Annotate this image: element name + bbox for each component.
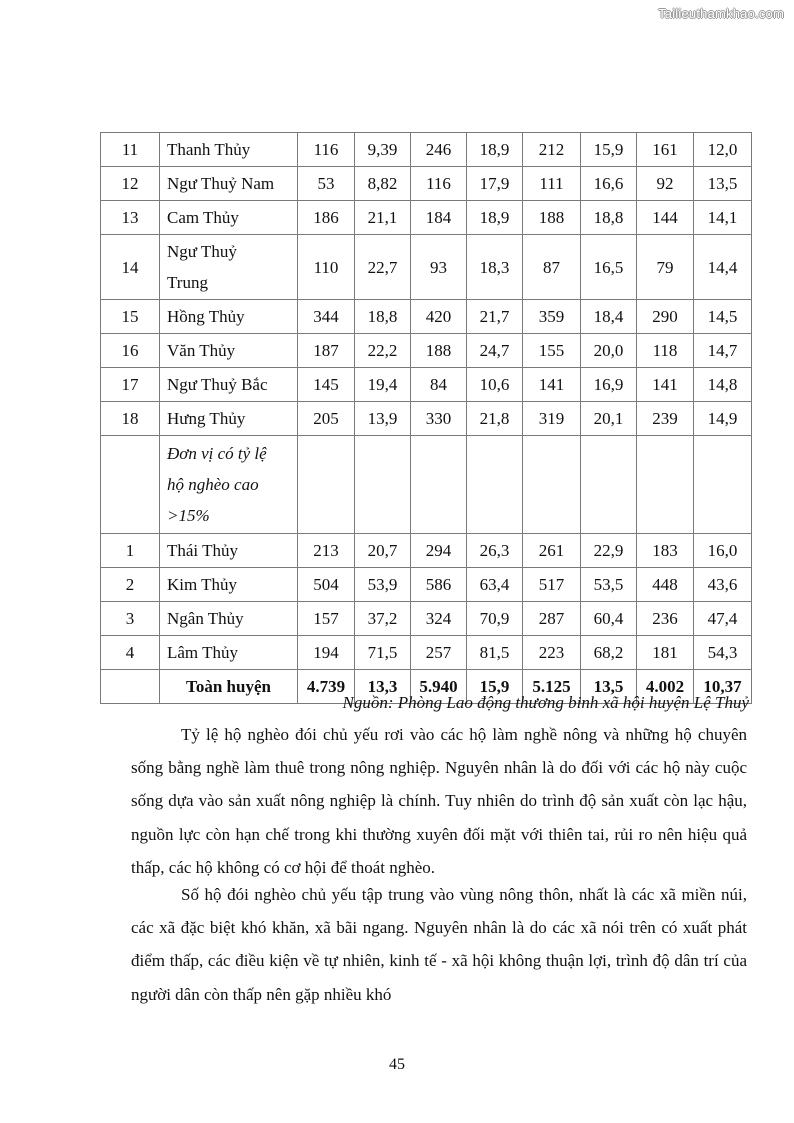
value-cell: 14,1 bbox=[694, 201, 752, 235]
value-cell: 37,2 bbox=[355, 602, 411, 636]
value-cell: 586 bbox=[411, 568, 467, 602]
value-cell: 420 bbox=[411, 300, 467, 334]
value-cell: 10,6 bbox=[467, 368, 523, 402]
value-cell: 16,6 bbox=[581, 167, 637, 201]
unit-name: Kim Thủy bbox=[160, 568, 298, 602]
unit-name: Ngư Thuỷ Bắc bbox=[160, 368, 298, 402]
poverty-table bbox=[100, 132, 752, 704]
value-cell: 53,5 bbox=[581, 568, 637, 602]
empty-cell bbox=[467, 436, 523, 534]
unit-name: Cam Thủy bbox=[160, 201, 298, 235]
value-cell: 15,9 bbox=[581, 133, 637, 167]
value-cell: 24,7 bbox=[467, 334, 523, 368]
value-cell: 22,9 bbox=[581, 534, 637, 568]
row-number: 16 bbox=[101, 334, 160, 368]
value-cell: 194 bbox=[298, 636, 355, 670]
value-cell: 118 bbox=[637, 334, 694, 368]
value-cell: 68,2 bbox=[581, 636, 637, 670]
value-cell: 324 bbox=[411, 602, 467, 636]
value-cell: 54,3 bbox=[694, 636, 752, 670]
row-number bbox=[101, 436, 160, 534]
row-number: 17 bbox=[101, 368, 160, 402]
value-cell: 359 bbox=[523, 300, 581, 334]
unit-name: Văn Thủy bbox=[160, 334, 298, 368]
table-row bbox=[101, 402, 752, 436]
empty-cell bbox=[637, 436, 694, 534]
row-number bbox=[101, 670, 160, 704]
value-cell: 504 bbox=[298, 568, 355, 602]
value-cell: 5.125 bbox=[523, 670, 581, 704]
group-header-line: >15% bbox=[167, 506, 210, 525]
row-number: 14 bbox=[101, 235, 160, 300]
value-cell: 18,9 bbox=[467, 133, 523, 167]
value-cell: 16,5 bbox=[581, 235, 637, 300]
value-cell: 236 bbox=[637, 602, 694, 636]
unit-name-line: Ngư Thuỷ bbox=[167, 242, 237, 261]
value-cell: 205 bbox=[298, 402, 355, 436]
unit-name: Thanh Thủy bbox=[160, 133, 298, 167]
table-row bbox=[101, 534, 752, 568]
value-cell: 10,37 bbox=[694, 670, 752, 704]
value-cell: 14,8 bbox=[694, 368, 752, 402]
value-cell: 187 bbox=[298, 334, 355, 368]
value-cell: 13,5 bbox=[581, 670, 637, 704]
value-cell: 16,0 bbox=[694, 534, 752, 568]
value-cell: 43,6 bbox=[694, 568, 752, 602]
value-cell: 184 bbox=[411, 201, 467, 235]
table-row bbox=[101, 300, 752, 334]
row-number: 12 bbox=[101, 167, 160, 201]
value-cell: 16,9 bbox=[581, 368, 637, 402]
value-cell: 4.002 bbox=[637, 670, 694, 704]
value-cell: 47,4 bbox=[694, 602, 752, 636]
value-cell: 330 bbox=[411, 402, 467, 436]
value-cell: 18,4 bbox=[581, 300, 637, 334]
value-cell: 9,39 bbox=[355, 133, 411, 167]
empty-cell bbox=[411, 436, 467, 534]
value-cell: 14,5 bbox=[694, 300, 752, 334]
unit-name: Hưng Thủy bbox=[160, 402, 298, 436]
unit-name: Lâm Thủy bbox=[160, 636, 298, 670]
value-cell: 14,7 bbox=[694, 334, 752, 368]
row-number: 1 bbox=[101, 534, 160, 568]
empty-cell bbox=[523, 436, 581, 534]
value-cell: 212 bbox=[523, 133, 581, 167]
value-cell: 141 bbox=[637, 368, 694, 402]
value-cell: 239 bbox=[637, 402, 694, 436]
value-cell: 21,1 bbox=[355, 201, 411, 235]
value-cell: 18,8 bbox=[355, 300, 411, 334]
unit-name: Thái Thủy bbox=[160, 534, 298, 568]
value-cell: 145 bbox=[298, 368, 355, 402]
paragraph-2 bbox=[131, 878, 747, 1011]
value-cell: 14,4 bbox=[694, 235, 752, 300]
value-cell: 20,7 bbox=[355, 534, 411, 568]
table-row bbox=[101, 133, 752, 167]
row-number: 13 bbox=[101, 201, 160, 235]
value-cell: 53,9 bbox=[355, 568, 411, 602]
empty-cell bbox=[694, 436, 752, 534]
table-source-note: Nguồn: Phòng Lao động thương binh xã hội huyện Lệ Thuỷ bbox=[342, 693, 749, 712]
value-cell: 60,4 bbox=[581, 602, 637, 636]
value-cell: 188 bbox=[411, 334, 467, 368]
value-cell: 5.940 bbox=[411, 670, 467, 704]
group-header-label bbox=[160, 436, 298, 534]
value-cell: 13,9 bbox=[355, 402, 411, 436]
unit-name bbox=[160, 235, 298, 300]
row-number: 3 bbox=[101, 602, 160, 636]
value-cell: 257 bbox=[411, 636, 467, 670]
value-cell: 181 bbox=[637, 636, 694, 670]
paragraph-1 bbox=[131, 718, 747, 884]
table-row bbox=[101, 201, 752, 235]
unit-name-line: Trung bbox=[167, 273, 208, 292]
value-cell: 22,2 bbox=[355, 334, 411, 368]
value-cell: 87 bbox=[523, 235, 581, 300]
value-cell: 223 bbox=[523, 636, 581, 670]
value-cell: 18,9 bbox=[467, 201, 523, 235]
value-cell: 26,3 bbox=[467, 534, 523, 568]
value-cell: 13,3 bbox=[355, 670, 411, 704]
value-cell: 287 bbox=[523, 602, 581, 636]
value-cell: 141 bbox=[523, 368, 581, 402]
value-cell: 53 bbox=[298, 167, 355, 201]
table-row bbox=[101, 235, 752, 300]
unit-name: Ngân Thủy bbox=[160, 602, 298, 636]
value-cell: 155 bbox=[523, 334, 581, 368]
value-cell: 261 bbox=[523, 534, 581, 568]
value-cell: 188 bbox=[523, 201, 581, 235]
value-cell: 4.739 bbox=[298, 670, 355, 704]
value-cell: 144 bbox=[637, 201, 694, 235]
value-cell: 14,9 bbox=[694, 402, 752, 436]
value-cell: 116 bbox=[411, 167, 467, 201]
table-row bbox=[101, 602, 752, 636]
value-cell: 111 bbox=[523, 167, 581, 201]
value-cell: 183 bbox=[637, 534, 694, 568]
value-cell: 15,9 bbox=[467, 670, 523, 704]
value-cell: 157 bbox=[298, 602, 355, 636]
value-cell: 81,5 bbox=[467, 636, 523, 670]
value-cell: 448 bbox=[637, 568, 694, 602]
value-cell: 161 bbox=[637, 133, 694, 167]
value-cell: 92 bbox=[637, 167, 694, 201]
paragraph-1-text: Tỷ lệ hộ nghèo đói chủ yếu rơi vào các hộ làm nghề nông và những hộ chuyên sống bằng nghề làm thuê trong nông nghiệp. Nguyên nhân là do đối với các hộ này cuộc sống dựa vào sản xuất nông nghiệp là chính. Tuy nhiên do trình độ sản xuất còn lạc hậu, nguồn lực còn hạn chế trong khi thường xuyên đối mặt với thiên tai, rủi ro nên hiệu quả thấp, các hộ không có cơ hội để thoát nghèo. bbox=[131, 725, 747, 877]
table-row bbox=[101, 568, 752, 602]
value-cell: 79 bbox=[637, 235, 694, 300]
watermark: Tailieuthamkhao.com bbox=[658, 6, 784, 21]
value-cell: 70,9 bbox=[467, 602, 523, 636]
value-cell: 186 bbox=[298, 201, 355, 235]
value-cell: 22,7 bbox=[355, 235, 411, 300]
value-cell: 116 bbox=[298, 133, 355, 167]
value-cell: 20,0 bbox=[581, 334, 637, 368]
empty-cell bbox=[581, 436, 637, 534]
value-cell: 21,8 bbox=[467, 402, 523, 436]
group-header-row bbox=[101, 436, 752, 534]
value-cell: 21,7 bbox=[467, 300, 523, 334]
empty-cell bbox=[298, 436, 355, 534]
value-cell: 12,0 bbox=[694, 133, 752, 167]
page-number: 45 bbox=[389, 1056, 405, 1073]
value-cell: 213 bbox=[298, 534, 355, 568]
row-number: 18 bbox=[101, 402, 160, 436]
paragraph-2-text: Số hộ đói nghèo chủ yếu tập trung vào vùng nông thôn, nhất là các xã miền núi, các xã đặc biệt khó khăn, xã bãi ngang. Nguyên nhân là do các xã nói trên có xuất phát điểm thấp, các điều kiện về tự nhiên, kinh tế - xã hội không thuận lợi, trình độ dân trí của người dân còn thấp nên gặp nhiều khó bbox=[131, 885, 747, 1004]
table-row bbox=[101, 368, 752, 402]
table-row bbox=[101, 636, 752, 670]
value-cell: 517 bbox=[523, 568, 581, 602]
row-number: 11 bbox=[101, 133, 160, 167]
unit-name: Toàn huyện bbox=[160, 670, 298, 704]
table-row bbox=[101, 167, 752, 201]
unit-name: Hồng Thủy bbox=[160, 300, 298, 334]
value-cell: 344 bbox=[298, 300, 355, 334]
value-cell: 93 bbox=[411, 235, 467, 300]
value-cell: 18,3 bbox=[467, 235, 523, 300]
value-cell: 294 bbox=[411, 534, 467, 568]
unit-name: Ngư Thuỷ Nam bbox=[160, 167, 298, 201]
value-cell: 110 bbox=[298, 235, 355, 300]
value-cell: 71,5 bbox=[355, 636, 411, 670]
group-header-line: Đơn vị có tỷ lệ bbox=[167, 444, 267, 463]
value-cell: 17,9 bbox=[467, 167, 523, 201]
value-cell: 246 bbox=[411, 133, 467, 167]
value-cell: 84 bbox=[411, 368, 467, 402]
value-cell: 319 bbox=[523, 402, 581, 436]
row-number: 4 bbox=[101, 636, 160, 670]
value-cell: 290 bbox=[637, 300, 694, 334]
row-number: 15 bbox=[101, 300, 160, 334]
group-header-line: hộ nghèo cao bbox=[167, 475, 259, 494]
table-row bbox=[101, 334, 752, 368]
value-cell: 18,8 bbox=[581, 201, 637, 235]
value-cell: 19,4 bbox=[355, 368, 411, 402]
value-cell: 13,5 bbox=[694, 167, 752, 201]
row-number: 2 bbox=[101, 568, 160, 602]
value-cell: 63,4 bbox=[467, 568, 523, 602]
empty-cell bbox=[355, 436, 411, 534]
value-cell: 8,82 bbox=[355, 167, 411, 201]
value-cell: 20,1 bbox=[581, 402, 637, 436]
